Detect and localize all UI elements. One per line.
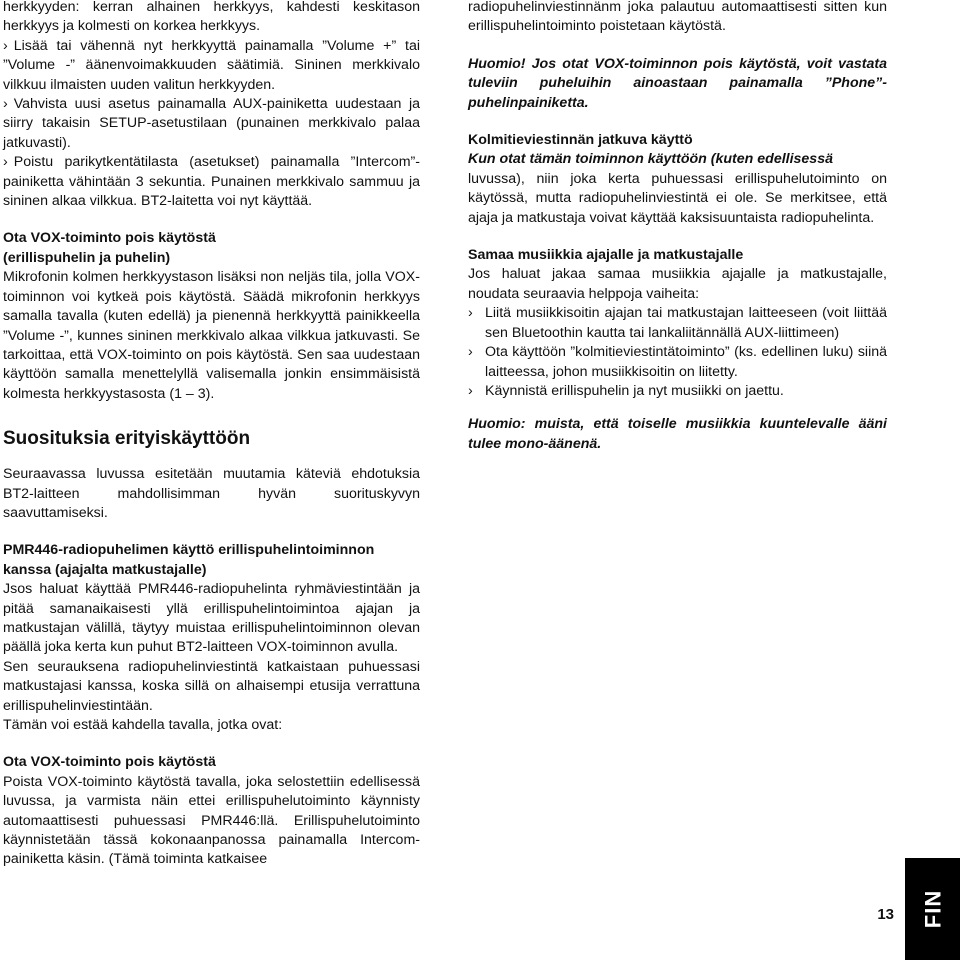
bullet-mark: › <box>3 37 8 54</box>
language-tab-label: FIN <box>919 889 945 929</box>
bullet-mark: › <box>3 96 8 113</box>
list-item: › Vahvista uusi asetus painamalla AUX-painiketta uudestaan ja siirry takaisin SETUP-asetustilaan (punainen merkkivalo palaa jatkuvasti). <box>3 96 420 151</box>
music-heading: Samaa musiikkia ajajalle ja matkustajalle <box>468 247 744 264</box>
vox-off-text: Mikrofonin kolmen herkkyystason lisäksi non neljäs tila, jolla VOX-toiminnon voi kytkeä pois käytöstä. Säädä mikrofonin herkkyys samalla tavalla (kuten edellä) ja pienennä herkkyyttä painikkeella ”Volume -”, kunnes sininen merkkivalo alkaa vilkkua jatkuvasti. Se tarkoittaa, että VOX-toiminto on pois käytöstä. Sen saa uudestaan käyttöön samalla menettelyllä valisemalla jonkin ensimmäisistä kolmesta herkkyystasosta (1 – 3). <box>3 269 420 402</box>
list-item: › Liitä musiikkisoitin ajajan tai matkustajan laitteeseen (voit liittää sen Bluetoothin kautta tai lankaliitännällä AUX-liittimeen) <box>468 305 887 341</box>
list-item: › Käynnistä erillispuhelin ja nyt musiikki on jaettu. <box>468 382 887 401</box>
section-title: Suosituksia erityiskäyttöön <box>3 428 251 450</box>
intro-text: herkkyyden: kerran alhainen herkkyys, kahdesti keskitason herkkyys ja kolmesti on korkea herkkyys. <box>3 0 420 35</box>
list-item: › Poistu parikytkentätilasta (asetukset) painamalla ”Intercom”-painiketta vähintään 3 sekuntia. Punainen merkkivalo sammuu ja sininen alkaa vilkkua. BT2-laitetta voi nyt käyttää. <box>3 154 420 210</box>
pmr-text: Jsos haluat käyttää PMR446-radiopuhelinta ryhmäviestintään ja pitää samanaikaisesti yllä erillispuhelintoimintoa ajajan ja matkustajan välillä, täytyy muistaa erillispuhelintoiminnon olevan päällä joka kerta kun puhut BT2-laitteen VOX-toiminnon avulla. <box>3 581 420 656</box>
page-number: 13 <box>877 906 894 923</box>
bullet-mark: › <box>468 305 473 322</box>
note-vox-off: Huomio! Jos otat VOX-toiminnon pois käytöstä, voit vastata tuleviin puheluihin ainoastaan painamalla ”Phone”-puhelinpainiketta. <box>468 55 887 111</box>
pmr-heading: PMR446-radiopuhelimen käyttö erillispuhelintoiminnon kanssa (ajajalta matkustajalle) <box>3 542 375 578</box>
vox-off2-heading: Ota VOX-toiminto pois käytöstä <box>3 754 216 771</box>
continuation-text: radiopuhelinviestinnänm joka palautuu automaattisesti sitten kun erillispuhelintoiminto poistetaan käytöstä. <box>468 0 887 35</box>
continuous-text: luvussa), niin joka kerta puhuessasi erillispuhelutoiminto on käytössä, mutta radiopuhelinviestintä ei ole. Se merkitsee, että ajaja ja matkustaja voivat käyttää kaksisuuntaista radiopuhelinta. <box>468 170 887 226</box>
pmr-text: Sen seurauksena radiopuhelinviestintä katkaistaan puhuessasi matkustajasi kanssa, koska sillä on alhaisempi etusija verrattuna erillispuhelinviestintään. <box>3 658 420 714</box>
bullet-mark: › <box>468 344 473 361</box>
list-item: › Ota käyttöön ”kolmitieviestintätoiminto” (ks. edellinen luku) siinä laitteessa, johon musiikkisoitin on liitetty. <box>468 344 887 380</box>
language-tab <box>905 858 960 960</box>
right-column <box>468 0 887 454</box>
vox-off-heading: Ota VOX-toiminto pois käytöstä <box>3 230 216 247</box>
bullet-mark: › <box>3 154 8 171</box>
list-item: › Lisää tai vähennä nyt herkkyyttä painamalla ”Volume +” tai ”Volume -” äänenvoimakkuuden säätimiä. Sininen merkkivalo vilkkuu ilmaisten uuden valitun herkkyyden. <box>3 37 420 93</box>
music-steps-list <box>468 304 887 401</box>
vox-off2-text: Poista VOX-toiminto käytöstä tavalla, joka selostettiin edellisessä luvussa, ja varmista näin ettei erillispuhelutoiminto käynnisty automaattisesti puhuessasi PMR446:llä. Erillispuhelutoiminto käynnistetään tässä kokonaanpanossa painamalla Intercom-painiketta käsin. (Tämä toiminta katkaisee <box>3 773 420 868</box>
music-text: Jos haluat jakaa samaa musiikkia ajajalle ja matkustajalle, noudata seuraavia helppoja vaiheita: <box>468 266 887 302</box>
left-column <box>3 0 420 870</box>
setup-steps-list <box>3 37 420 212</box>
continuous-heading: Kolmitieviestinnän jatkuva käyttö <box>468 132 693 149</box>
note-mono: Huomio: muista, että toiselle musiikkia kuuntelevalle ääni tulee mono-äänenä. <box>468 416 887 452</box>
vox-off-subheading: (erillispuhelin ja puhelin) <box>3 249 171 266</box>
bullet-mark: › <box>468 382 473 399</box>
pmr-text: Tämän voi estää kahdella tavalla, jotka ovat: <box>3 717 283 733</box>
continuous-italic: Kun otat tämän toiminnon käyttöön (kuten edellisessä <box>468 151 833 168</box>
section-intro: Seuraavassa luvussa esitetään muutamia käteviä ehdotuksia BT2-laitteen mahdollisimman hyvän suorituskyvyn saavuttamiseksi. <box>3 466 420 521</box>
